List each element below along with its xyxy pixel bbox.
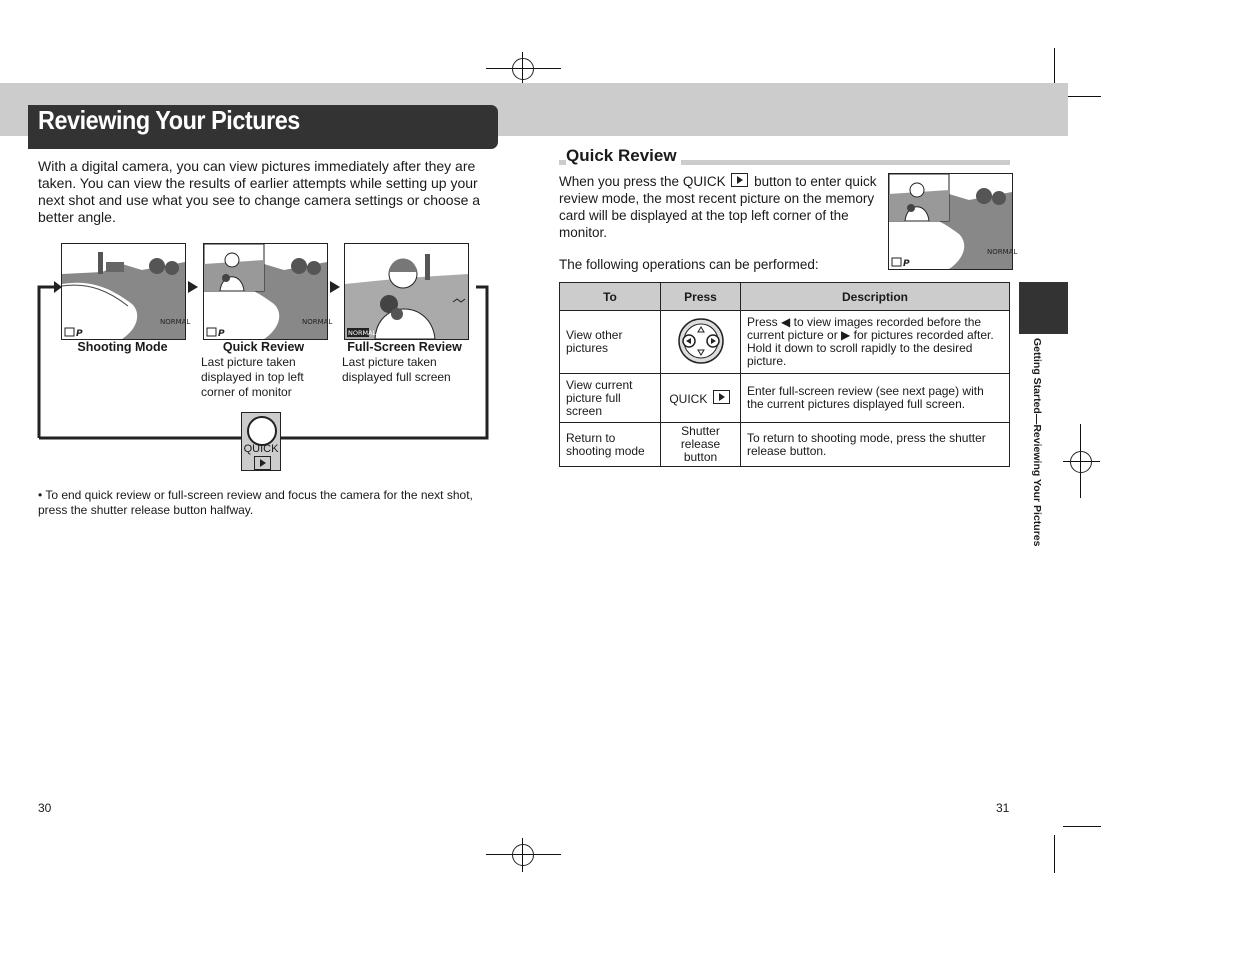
quick-button[interactable]	[241, 412, 281, 471]
registration-mark	[1070, 451, 1092, 473]
table-cell: View current picture full screen	[560, 374, 661, 423]
flow-step-title: Shooting Mode	[77, 340, 168, 354]
right-arrow-icon: ▶	[841, 328, 851, 342]
left-arrow-icon: ◀	[781, 315, 791, 329]
svg-text:NORMAL: NORMAL	[348, 329, 377, 337]
table-header: Description	[741, 283, 1010, 311]
registration-mark	[512, 844, 534, 866]
intro-paragraph: With a digital camera, you can view pictures immediately after they are taken. You can view the results of earlier attempts while setting up your next shot and use what you see to change camera settings or choose a better angle.	[38, 158, 481, 225]
registration-mark	[512, 58, 534, 80]
flow-step-full-screen	[342, 340, 467, 385]
page-title: Reviewing Your Pictures	[38, 105, 300, 135]
table-cell	[661, 311, 741, 374]
operations-intro: The following operations can be performed:	[559, 257, 819, 272]
quick-review-paragraph: When you press the QUICK button to enter quick review mode, the most recent picture on the memory card will be displayed at the top left corner of the monitor.	[559, 174, 877, 240]
play-icon	[731, 173, 748, 187]
table-row	[560, 311, 1010, 374]
section-tab	[1019, 282, 1068, 334]
note: • To end quick review or full-screen review and focus the camera for the next shot, press the shutter release button halfway.	[38, 488, 473, 517]
table-row	[560, 423, 1010, 467]
svg-text:P: P	[76, 329, 83, 339]
page-number-right: 31	[996, 801, 1010, 815]
quick-review-screen	[203, 243, 333, 340]
title-box	[28, 105, 498, 149]
play-icon	[713, 390, 730, 404]
crop-mark	[1063, 826, 1101, 827]
flow-step-desc: Last picture taken displayed in top left corner of monitor	[201, 355, 304, 399]
full-screen-review-screen	[344, 243, 469, 340]
flow-step-desc: Last picture taken displayed full screen	[342, 355, 451, 384]
table-cell: View other pictures	[560, 311, 661, 374]
svg-text:NORMAL: NORMAL	[302, 318, 333, 326]
svg-text:P: P	[903, 259, 910, 269]
table-header: Press	[661, 283, 741, 311]
crop-mark	[1054, 48, 1055, 86]
quick-review-example-screen	[888, 173, 1018, 270]
flow-step-shooting	[61, 340, 184, 355]
sidebar-text: Getting Started—Reviewing Your Pictures	[1031, 338, 1043, 547]
page-number-left: 30	[38, 801, 52, 815]
svg-text:NORMAL: NORMAL	[987, 248, 1018, 256]
table-header-row	[560, 283, 1010, 311]
table-cell: Press ◀ to view images recorded before the current picture or ▶ for pictures recorded after. Hold it down to scroll rapidly to the desired picture.	[741, 311, 1010, 374]
table-row	[560, 374, 1010, 423]
button-circle-icon	[247, 416, 277, 446]
play-icon	[254, 456, 271, 470]
table-header: To	[560, 283, 661, 311]
svg-text:P: P	[218, 329, 225, 339]
table-cell: Enter full-screen review (see next page) with the current pictures displayed full screen.	[741, 374, 1010, 423]
flow-step-title: Full-Screen Review	[347, 340, 462, 354]
flow-step-quick-review	[201, 340, 326, 400]
quick-button-label: QUICK	[243, 443, 279, 455]
svg-text:NORMAL: NORMAL	[160, 318, 191, 326]
operations-table	[559, 282, 1010, 467]
shooting-mode-screen	[61, 243, 191, 340]
multi-selector-icon	[677, 317, 725, 365]
crop-mark	[1063, 96, 1101, 97]
table-cell: Shutter release button	[661, 423, 741, 467]
section-heading: Quick Review	[566, 146, 681, 166]
table-cell: To return to shooting mode, press the shutter release button.	[741, 423, 1010, 467]
crop-mark	[1054, 835, 1055, 873]
table-cell: Return to shooting mode	[560, 423, 661, 467]
flow-step-title: Quick Review	[222, 340, 305, 354]
table-cell: QUICK	[661, 374, 741, 423]
